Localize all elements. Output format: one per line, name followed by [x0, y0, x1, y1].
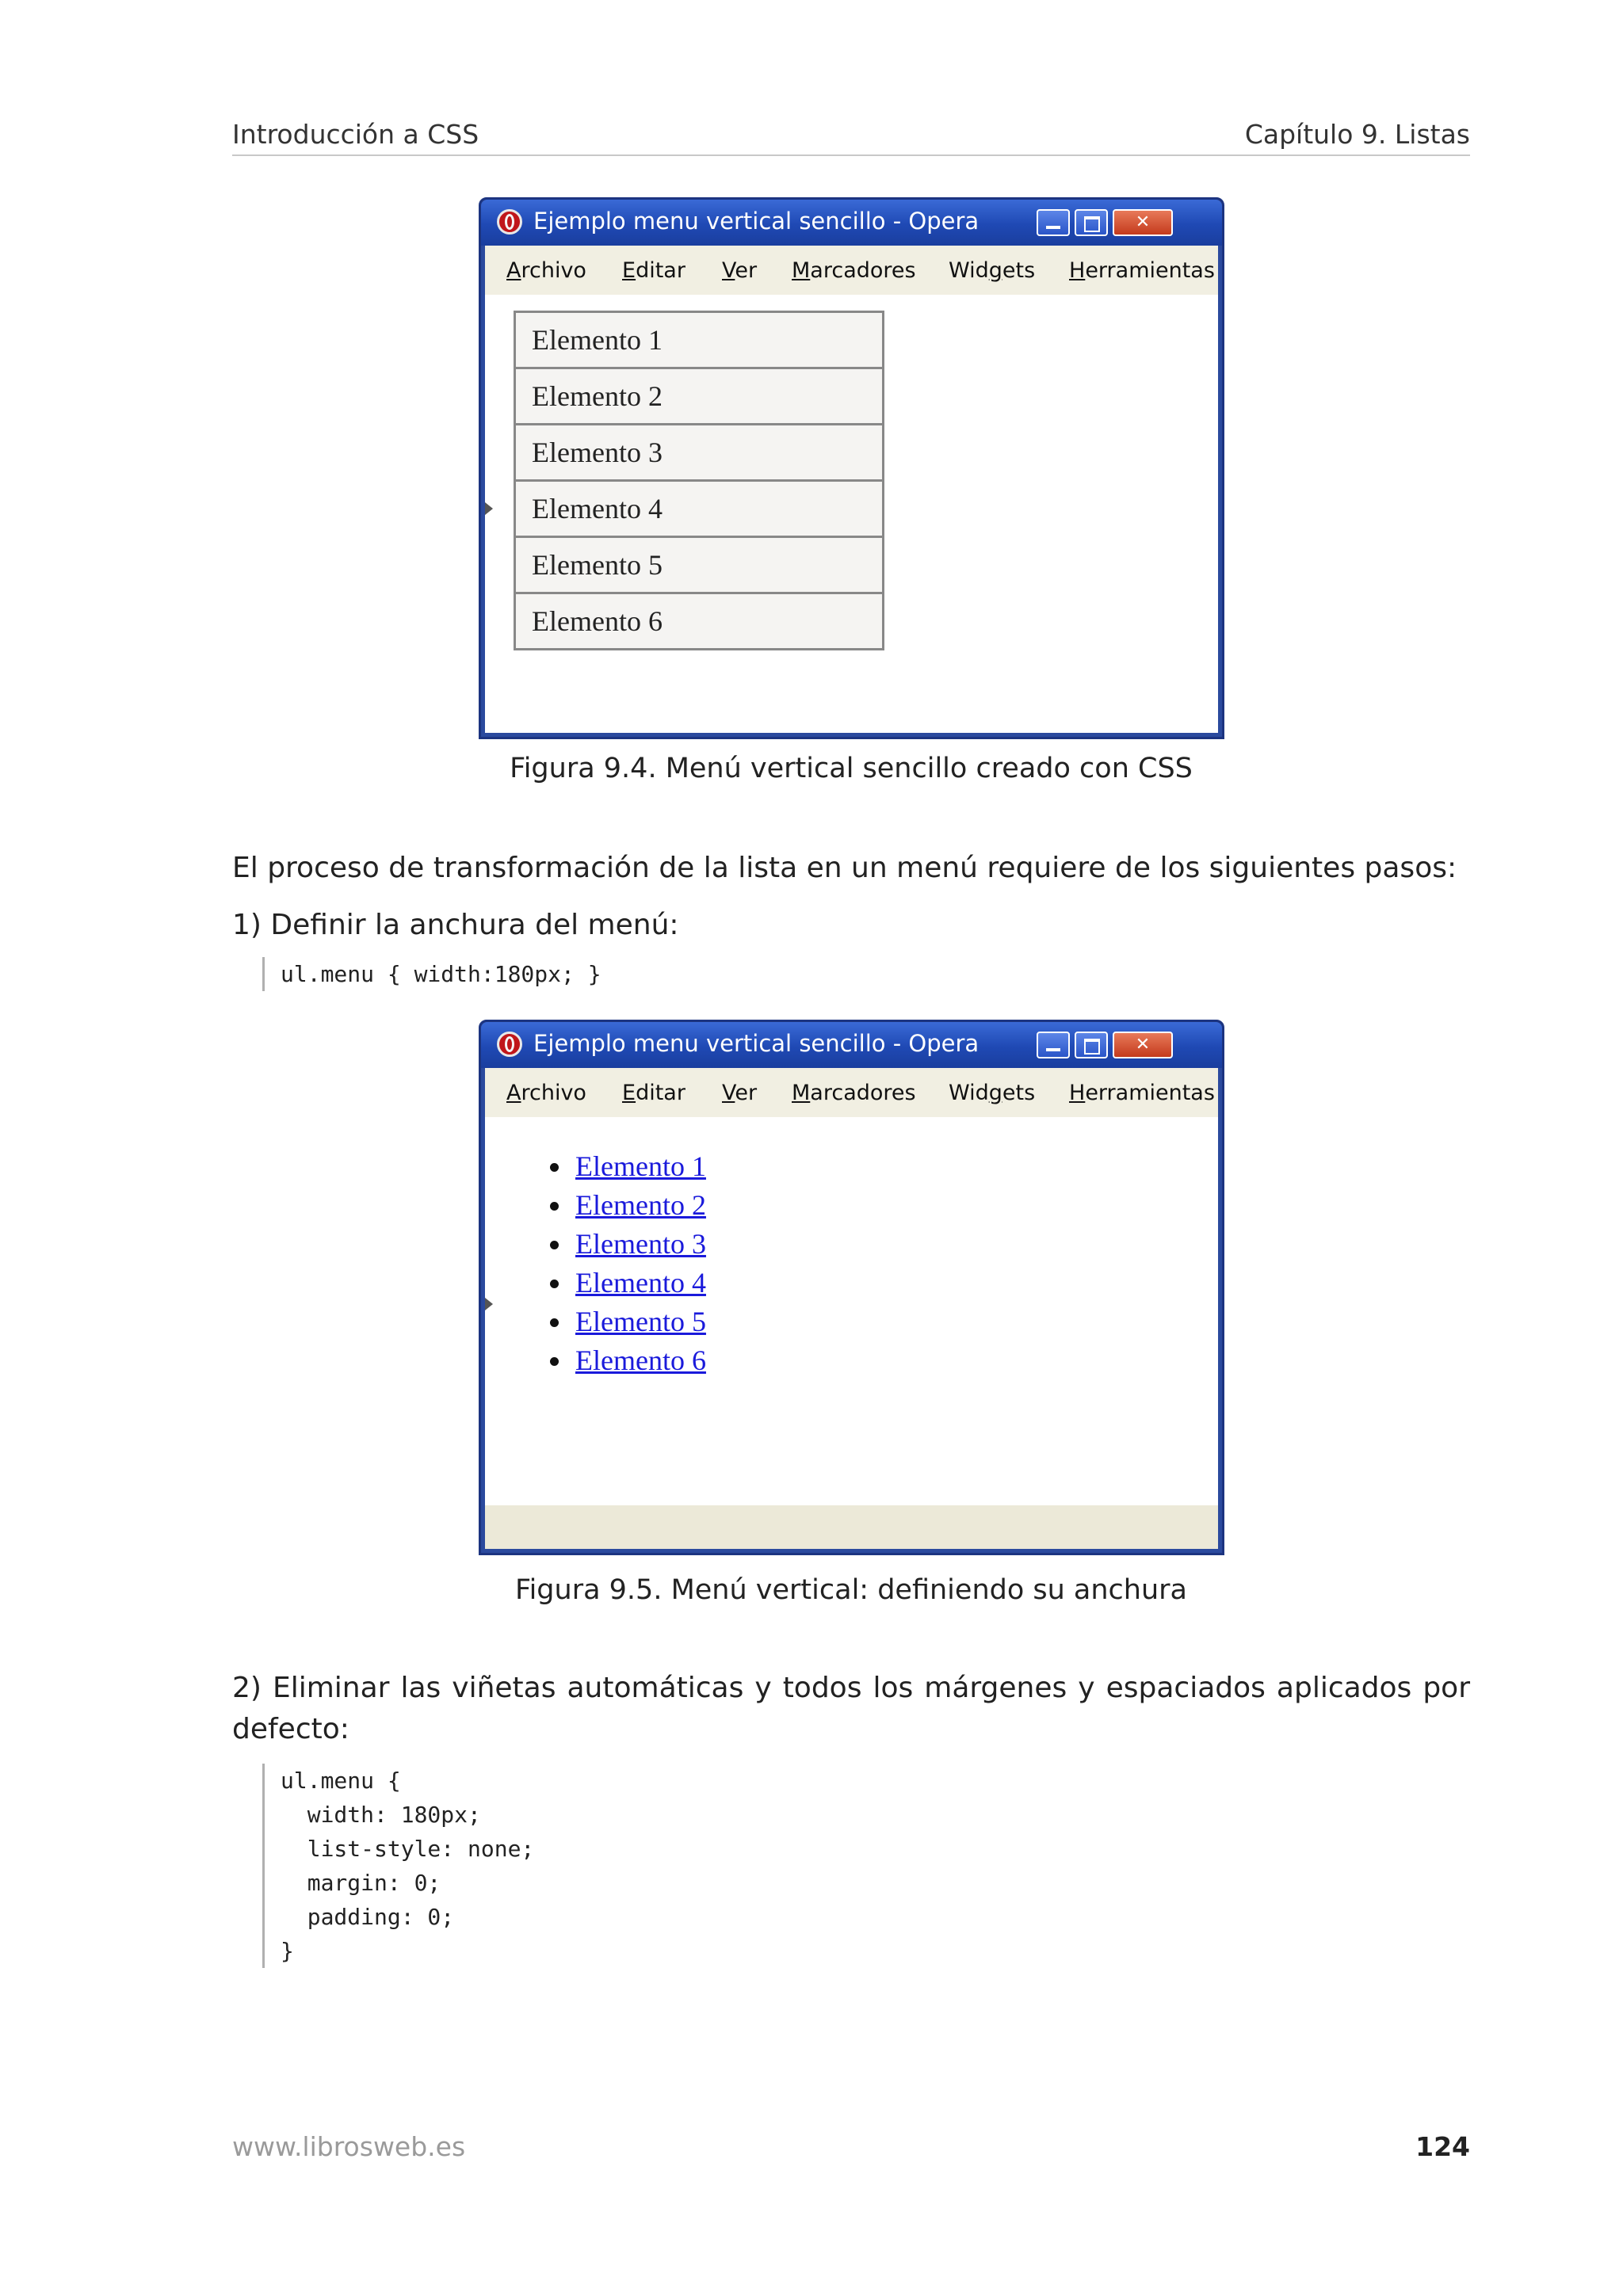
menu-item-5[interactable]: Elemento 5 — [514, 538, 884, 594]
menu-item-3[interactable]: Elemento 3 — [514, 425, 884, 482]
running-header-chapter: Capítulo 9. Listas — [1244, 119, 1470, 150]
close-icon[interactable] — [1113, 1032, 1173, 1058]
menu-widgets[interactable]: Widgets — [949, 1081, 1036, 1105]
menu-marcadores[interactable]: Marcadores — [792, 1081, 916, 1105]
link-elemento-5[interactable]: Elemento 5 — [575, 1306, 706, 1337]
menu-ver[interactable]: Ver — [722, 1081, 758, 1105]
list-item — [550, 1341, 706, 1380]
code-block-2: ul.menu { width: 180px; list-style: none; margin: 0; padding: 0; } — [262, 1764, 534, 1968]
menu-editar[interactable]: Editar — [622, 258, 685, 283]
menu-herramientas[interactable]: Herramientas — [1069, 258, 1215, 283]
menu-item-2[interactable]: Elemento 2 — [514, 369, 884, 425]
running-header-book-title: Introducción a CSS — [232, 119, 479, 150]
list-item — [550, 1264, 706, 1302]
boxed-vertical-menu — [514, 311, 884, 650]
menu-item-1[interactable]: Elemento 1 — [514, 311, 884, 369]
maximize-icon[interactable] — [1075, 1032, 1108, 1058]
list-item — [550, 1225, 706, 1264]
menu-item-6[interactable]: Elemento 6 — [514, 594, 884, 650]
minimize-icon[interactable] — [1037, 1032, 1070, 1058]
bulleted-link-list — [550, 1147, 706, 1380]
code-block-1: ul.menu { width:180px; } — [262, 957, 601, 991]
page-viewport — [485, 1117, 1218, 1505]
opera-logo-icon — [497, 209, 522, 235]
menu-ver[interactable]: Ver — [722, 258, 758, 283]
window-title: Ejemplo menu vertical sencillo - Opera — [533, 208, 980, 235]
step-1-text: 1) Definir la anchura del menú: — [232, 909, 679, 941]
figure-9-4-caption: Figura 9.4. Menú vertical sencillo creado con CSS — [510, 753, 1193, 784]
figure-9-4-browser-window — [479, 197, 1224, 739]
link-elemento-6[interactable]: Elemento 6 — [575, 1344, 706, 1376]
figure-9-5-browser-window — [479, 1020, 1224, 1555]
footer-website: www.librosweb.es — [232, 2131, 466, 2162]
menu-editar[interactable]: Editar — [622, 1081, 685, 1105]
menu-item-4[interactable]: Elemento 4 — [514, 482, 884, 538]
scroll-marker-icon — [485, 1298, 493, 1310]
browser-menubar — [485, 246, 1218, 295]
link-elemento-3[interactable]: Elemento 3 — [575, 1228, 706, 1260]
menu-marcadores[interactable]: Marcadores — [792, 258, 916, 283]
intro-paragraph: El proceso de transformación de la lista en un menú requiere de los siguientes pasos: — [232, 852, 1457, 884]
menu-herramientas[interactable]: Herramientas — [1069, 1081, 1215, 1105]
figure-9-5-caption: Figura 9.5. Menú vertical: definiendo su anchura — [514, 1574, 1187, 1606]
list-item — [550, 1186, 706, 1225]
opera-logo-icon — [497, 1032, 522, 1057]
status-bar — [485, 1505, 1218, 1549]
link-elemento-4[interactable]: Elemento 4 — [575, 1267, 706, 1299]
menu-archivo[interactable]: Archivo — [506, 258, 586, 283]
list-item — [550, 1302, 706, 1341]
link-elemento-2[interactable]: Elemento 2 — [575, 1189, 706, 1221]
header-divider — [232, 154, 1470, 156]
minimize-icon[interactable] — [1037, 209, 1070, 236]
browser-menubar — [485, 1068, 1218, 1117]
window-title: Ejemplo menu vertical sencillo - Opera — [533, 1030, 980, 1057]
maximize-icon[interactable] — [1075, 209, 1108, 236]
close-icon[interactable] — [1113, 209, 1173, 236]
link-elemento-1[interactable]: Elemento 1 — [575, 1150, 706, 1182]
menu-archivo[interactable]: Archivo — [506, 1081, 586, 1105]
list-item — [550, 1147, 706, 1186]
window-titlebar — [481, 1022, 1222, 1068]
menu-widgets[interactable]: Widgets — [949, 258, 1036, 283]
window-titlebar — [481, 200, 1222, 246]
page-number: 124 — [1415, 2131, 1470, 2162]
step-2-text: 2) Eliminar las viñetas automáticas y todos los márgenes y espaciados aplicados por defecto: — [232, 1672, 1470, 1745]
scroll-marker-icon — [485, 502, 493, 515]
page-viewport — [485, 295, 1218, 733]
